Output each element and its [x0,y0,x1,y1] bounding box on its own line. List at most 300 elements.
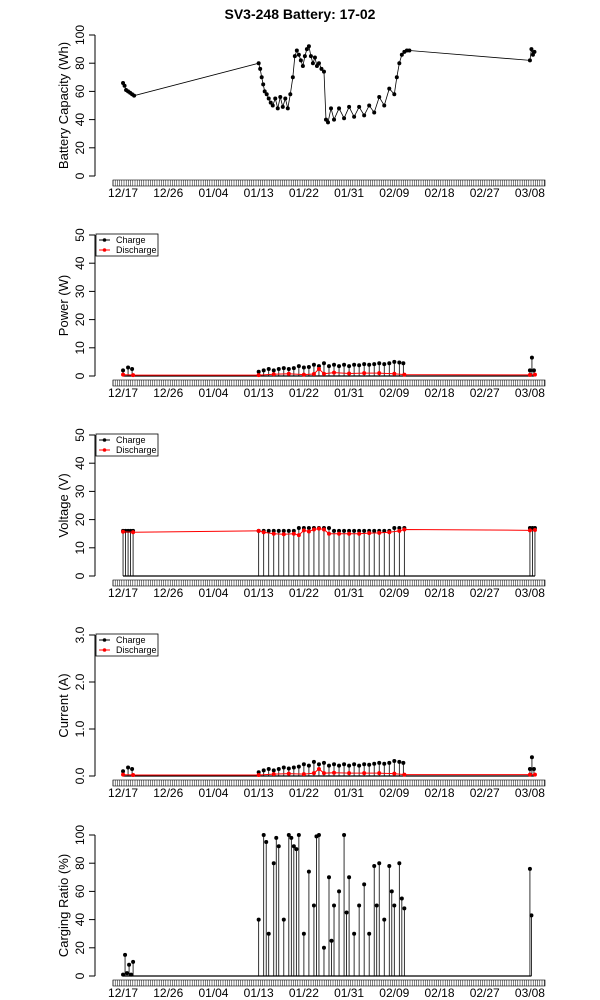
legend-label: Charge [116,235,146,245]
y-tick-label: 100 [73,24,87,46]
discharge-point [528,373,532,377]
charge-point [347,875,351,879]
charge-point [129,973,133,977]
x-tick-label: 02/27 [469,386,500,400]
discharge-point [322,771,326,775]
charge-point [258,67,262,71]
charge-point [295,49,299,53]
charge-point [307,365,311,369]
charge-point [267,932,271,936]
charge-point [372,864,376,868]
charge-point [357,904,361,908]
charge-point [392,759,396,763]
y-tick-label: 20 [73,512,87,527]
x-tick-label: 12/17 [108,186,139,200]
x-tick-label: 02/27 [469,186,500,200]
charge-point [278,95,282,99]
x-tick-label: 01/31 [334,386,365,400]
legend-label: Charge [116,635,146,645]
charge-point [337,106,341,110]
charge-point [302,932,306,936]
discharge-point [377,531,381,535]
charge-point [322,70,326,74]
charge-point [362,113,366,117]
discharge-point [317,527,321,531]
charge-point [530,356,534,360]
charge-point [347,764,351,768]
charge-point [262,833,266,837]
charge-point [322,946,326,950]
charge-point [528,867,532,871]
x-tick-label: 01/13 [243,986,274,1000]
x-tick-label: 01/04 [198,186,229,200]
charge-point [529,913,533,917]
y-tick-label: 60 [73,884,87,899]
charge-point [352,115,356,119]
series-line [123,46,534,122]
charge-point [407,49,411,53]
y-tick-label: 1.0 [73,720,87,738]
x-tick-label: 02/27 [469,786,500,800]
discharge-point [317,767,321,771]
discharge-point [367,531,371,535]
x-tick-label: 03/08 [514,786,545,800]
charge-point [260,75,264,79]
charge-point [302,762,306,766]
discharge-point [362,371,366,375]
x-tick-label: 02/09 [379,586,410,600]
y-tick-label: 100 [73,824,87,846]
discharge-point [387,530,391,534]
x-tick-label: 01/13 [243,586,274,600]
y-tick-label: 40 [73,912,87,927]
charge-point [327,364,331,368]
discharge-point [357,532,361,536]
charge-point [329,106,333,110]
y-tick-label: 30 [73,484,87,499]
charge-point [397,861,401,865]
discharge-point [392,372,396,376]
x-tick-label: 01/31 [334,786,365,800]
charge-point [362,362,366,366]
legend-marker [103,438,107,442]
y-tick-label: 10 [73,541,87,555]
x-tick-label: 01/22 [288,186,319,200]
charge-point [292,366,296,370]
discharge-point [257,529,261,533]
charge-point [262,368,266,372]
x-tick-label: 02/27 [469,586,500,600]
x-tick-label: 01/31 [334,186,365,200]
x-tick-label: 12/26 [153,186,184,200]
charge-point [387,761,391,765]
charge-point [392,904,396,908]
x-tick-label: 02/09 [379,386,410,400]
charge-point [382,918,386,922]
charge-point [352,762,356,766]
charge-point [267,367,271,371]
y-tick-label: 40 [73,112,87,127]
legend-marker [103,638,107,642]
x-tick-label: 02/27 [469,986,500,1000]
charge-point [257,918,261,922]
charge-point [397,360,401,364]
y-tick-label: 2.0 [73,673,87,691]
charge-point [362,882,366,886]
discharge-point [302,528,306,532]
charge-point [352,529,356,533]
x-tick-label: 02/18 [424,186,455,200]
charge-point [532,50,536,54]
charge-point [392,92,396,96]
charge-point [357,105,361,109]
charge-point [332,762,336,766]
x-tick-label: 03/08 [514,386,545,400]
charge-point [282,766,286,770]
charge-point [382,762,386,766]
y-tick-label: 0 [73,172,87,180]
charge-point [291,75,295,79]
charge-point [530,755,534,759]
discharge-point [402,373,406,377]
charge-point [276,106,280,110]
discharge-point [377,771,381,775]
discharge-point [337,532,341,536]
discharge-point [332,371,336,375]
legend-marker [103,238,107,242]
charge-point [307,870,311,874]
y-tick-label: 0 [73,972,87,980]
legend-marker [103,648,107,652]
legend-label: Charge [116,435,146,445]
x-tick-label: 01/04 [198,586,229,600]
charge-point [375,904,379,908]
charge-point [130,767,134,771]
charge-point [272,368,276,372]
charge-point [342,833,346,837]
discharge-point [317,367,321,371]
charge-point [267,96,271,100]
x-tick-label: 03/08 [514,986,545,1000]
charge-point [307,44,311,48]
charge-point [377,861,381,865]
charge-point [293,54,297,58]
charge-point [377,361,381,365]
discharge-point [402,773,406,777]
discharge-point [121,530,125,534]
charge-point [377,95,381,99]
discharge-point [302,373,306,377]
y-tick-label: 0 [73,372,87,380]
discharge-point [307,529,311,533]
charge-point [271,104,275,108]
charge-point [322,761,326,765]
x-tick-label: 02/09 [379,186,410,200]
charge-point [277,767,281,771]
charge-point [528,58,532,62]
charge-point [372,762,376,766]
charge-point [330,939,334,943]
charge-point [401,361,405,365]
x-tick-label: 02/18 [424,786,455,800]
legend-label: Discharge [116,445,157,455]
x-tick-label: 12/17 [108,586,139,600]
charge-point [277,529,281,533]
charge-point [327,764,331,768]
y-axis-label: Power (W) [56,274,71,337]
charge-point [400,896,404,900]
discharge-point [312,771,316,775]
charge-point [292,766,296,770]
x-tick-label: 01/04 [198,986,229,1000]
y-tick-label: 0 [73,572,87,580]
charge-point [347,105,351,109]
discharge-point [121,373,125,377]
charge-point [286,106,290,110]
x-tick-label: 03/08 [514,186,545,200]
discharge-point [297,533,301,537]
charge-point [121,973,125,977]
x-tick-label: 01/04 [198,386,229,400]
y-tick-label: 50 [73,428,87,442]
charge-point [347,364,351,368]
charge-point [273,96,277,100]
y-tick-label: 30 [73,284,87,299]
charge-point [287,766,291,770]
x-tick-label: 01/22 [288,586,319,600]
charge-point [261,82,265,86]
y-axis-label: Carging Ratio (%) [56,853,71,958]
x-tick-label: 01/22 [288,386,319,400]
y-tick-label: 50 [73,228,87,242]
charge-point [307,764,311,768]
discharge-point [302,772,306,776]
x-tick-label: 01/31 [334,986,365,1000]
discharge-point [377,371,381,375]
charge-point [309,54,313,58]
x-tick-label: 01/22 [288,986,319,1000]
charge-point [312,363,316,367]
charge-point [342,762,346,766]
legend-label: Discharge [116,245,157,255]
y-tick-label: 20 [73,141,87,155]
charge-point [352,363,356,367]
charge-point [289,836,293,840]
charge-point [297,53,301,57]
discharge-point [257,373,261,377]
charge-point [367,104,371,108]
charge-point [357,764,361,768]
charge-point [332,904,336,908]
charge-point [392,526,396,530]
y-tick-label: 20 [73,312,87,327]
charge-point [264,840,268,844]
discharge-point [528,528,532,532]
charge-point [297,765,301,769]
charge-point [367,932,371,936]
y-tick-label: 80 [73,856,87,870]
charge-point [387,361,391,365]
discharge-point [262,530,266,534]
discharge-point [292,532,296,536]
charge-point [332,118,336,122]
charge-point [395,75,399,79]
charge-point [357,363,361,367]
discharge-point [347,371,351,375]
charge-point [132,94,136,98]
charge-point [257,61,261,65]
legend-marker [103,248,107,252]
charge-point [332,363,336,367]
charge-point [397,61,401,65]
charge-point [281,105,285,109]
discharge-point [332,771,336,775]
discharge-point [287,772,291,776]
charge-point [297,364,301,368]
y-axis-label: Battery Capacity (Wh) [56,41,71,170]
discharge-point [287,372,291,376]
x-tick-label: 02/18 [424,586,455,600]
y-axis-label: Voltage (V) [56,473,71,538]
charge-point [377,761,381,765]
x-tick-label: 01/22 [288,786,319,800]
x-tick-label: 12/26 [153,786,184,800]
charge-point [312,760,316,764]
discharge-point [533,528,537,532]
chart-title: SV3-248 Battery: 17-02 [224,6,376,22]
discharge-point [362,771,366,775]
charge-point [326,120,330,124]
charge-point [342,363,346,367]
charge-point [372,529,376,533]
discharge-point [347,532,351,536]
charge-point [317,762,321,766]
x-tick-label: 12/26 [153,386,184,400]
discharge-point [257,773,261,777]
y-tick-label: 3.0 [73,626,87,644]
charge-point [342,529,346,533]
charge-point [282,366,286,370]
charge-point [528,767,532,771]
charge-point [274,836,278,840]
charge-point [387,87,391,91]
charge-point [528,368,532,372]
discharge-point [272,372,276,376]
charge-point [392,360,396,364]
x-tick-label: 01/04 [198,786,229,800]
y-tick-label: 60 [73,84,87,99]
charge-point [352,932,356,936]
x-tick-label: 12/17 [108,386,139,400]
discharge-point [533,773,537,777]
discharge-point [397,529,401,533]
charge-point [125,971,129,975]
charge-point [382,362,386,366]
charge-point [313,56,317,60]
charge-point [272,768,276,772]
discharge-point [282,532,286,536]
charge-point [532,368,536,372]
charge-point [267,529,271,533]
y-tick-label: 20 [73,941,87,955]
y-tick-label: 10 [73,341,87,355]
charge-point [277,367,281,371]
charge-point [327,875,331,879]
charge-point [282,918,286,922]
discharge-point [272,532,276,536]
y-tick-label: 40 [73,456,87,470]
discharge-point [392,772,396,776]
charge-point [303,54,307,58]
charge-point [272,861,276,865]
discharge-point [322,527,326,531]
charge-point [277,844,281,848]
y-tick-label: 0.0 [73,767,87,785]
charge-point [342,116,346,120]
charge-point [294,847,298,851]
charge-point [337,364,341,368]
charge-point [345,911,349,915]
x-tick-label: 01/13 [243,186,274,200]
discharge-point [131,530,135,534]
charge-point [390,889,394,893]
discharge-point [312,372,316,376]
charge-point [372,362,376,366]
charge-point [297,526,301,530]
charge-point [126,766,130,770]
charge-point [121,368,125,372]
charge-point [126,366,130,370]
charge-point [372,111,376,115]
charge-point [382,104,386,108]
y-tick-label: 40 [73,256,87,270]
charge-point [337,889,341,893]
charge-point [387,864,391,868]
discharge-point [121,773,125,777]
charge-point [402,906,406,910]
x-tick-label: 12/17 [108,986,139,1000]
charge-point [327,526,331,530]
discharge-point [402,527,406,531]
x-tick-label: 02/18 [424,386,455,400]
x-tick-label: 12/26 [153,586,184,600]
x-tick-label: 01/13 [243,786,274,800]
charge-point [317,833,321,837]
charge-point [130,367,134,371]
discharge-point [322,372,326,376]
charge-point [529,47,533,51]
charge-point [265,92,269,96]
charge-point [322,361,326,365]
x-tick-label: 02/18 [424,986,455,1000]
discharge-point [312,527,316,531]
charge-point [312,904,316,908]
charge-point [127,963,131,967]
x-tick-label: 12/17 [108,786,139,800]
charge-point [337,764,341,768]
charge-point [302,366,306,370]
charge-point [287,529,291,533]
x-tick-label: 03/08 [514,586,545,600]
discharge-point [528,773,532,777]
x-tick-label: 12/26 [153,986,184,1000]
discharge-point [533,373,537,377]
charge-point [123,84,127,88]
charge-point [262,768,266,772]
charge-point [287,367,291,371]
x-tick-label: 02/09 [379,786,410,800]
charge-point [367,763,371,767]
